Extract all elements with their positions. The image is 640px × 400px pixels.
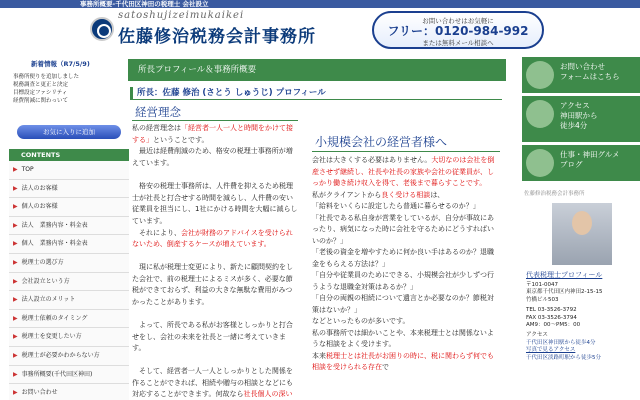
- bullet-icon: ▶: [13, 240, 18, 248]
- news-title: 新着情報（R7/5/9): [31, 60, 90, 68]
- address-block: [522, 282, 640, 362]
- right-sidebar: [522, 57, 640, 400]
- bullet-icon: ▶: [13, 184, 18, 192]
- director-photo: [552, 203, 612, 265]
- bullet-icon: ▶: [13, 296, 18, 304]
- bullet-icon: ▶: [13, 333, 18, 341]
- bullet-icon: ▶: [13, 351, 18, 359]
- addr-line: FAX 03-3526-3794: [526, 314, 577, 321]
- page-band-title: 所長プロフィール＆事務所概要: [128, 59, 506, 81]
- bullet-icon: ▶: [13, 277, 18, 285]
- contact-line3: または無料メール相談へ: [422, 39, 494, 47]
- contents-header: CONTENTS: [9, 149, 129, 161]
- question: 「社長である私自身が営業をしているが、自分が事故にあったり、病気になった時に会社を守るためにどうすればいいのか？」: [312, 213, 494, 245]
- profile-link[interactable]: 代表税理士プロフィール: [526, 271, 603, 279]
- nav-item-incorporation[interactable]: [9, 273, 129, 292]
- news-item[interactable]: 経費削減に関わっいて: [13, 98, 68, 104]
- bullet-icon: ▶: [13, 258, 18, 266]
- bullet-icon: ▶: [13, 314, 18, 322]
- paragraph: 私がクライアントから良く受ける相談は、: [312, 190, 445, 199]
- addr-line: TEL 03-3526-3792: [526, 307, 577, 314]
- box-label: お問い合わせ フォームはこちら: [560, 62, 620, 81]
- paragraph: そして、経営者一人一人としっかりとした関係を作ることができれば、相続や贈与の相談となどにも対応することができます。何故なら社長個人の深い: [132, 366, 293, 399]
- paragraph: それにより、会社が財務のアドバイスを受けられないため、倒産するケースが増えています。: [132, 228, 293, 249]
- nav-label: TOP: [21, 166, 34, 173]
- addr-line[interactable]: 千代田区淡路町駅から徒歩5分: [526, 354, 602, 361]
- news-item[interactable]: 目標設定ファシリティ: [13, 90, 68, 96]
- food-icon: [526, 149, 554, 177]
- blog-box[interactable]: [522, 145, 640, 181]
- addr-line[interactable]: 千代田区神田駅から徒歩4分: [526, 339, 596, 346]
- nav-label: 個人 業務内容・料金表: [21, 240, 88, 248]
- contact-form-box[interactable]: [522, 57, 640, 93]
- contact-line1: お問い合わせはお気軽に: [422, 17, 494, 25]
- bullet-icon: ▶: [13, 166, 18, 173]
- office-label: 佐藤修治税務会計事務所: [524, 191, 585, 197]
- nav-label: 税理士依頼のタイミング: [21, 314, 88, 322]
- paragraph: 会社は大きくする必要はありません。大切なのは会社を倒産させず継続し、社長や社長の家族や会社の従業員が、しっかり働き続け収入を得て、老後まで暮らすことです。: [312, 156, 495, 187]
- bullet-icon: ▶: [13, 203, 18, 211]
- nav-label: 法人 業務内容・料金表: [21, 221, 88, 229]
- question: 「自分の両親の相続について遺言とか必要なのか？節税対策はないか？」: [312, 294, 494, 314]
- header: [0, 0, 640, 56]
- nav-label: 税理士を変更したい方: [21, 333, 82, 341]
- news-item[interactable]: 事務所便りを追加しました: [13, 74, 80, 80]
- nav-label: 個人のお客様: [21, 203, 58, 211]
- nav-label: お問い合わせ: [21, 389, 58, 397]
- nav-item-needed[interactable]: [9, 347, 129, 366]
- small-business-heading: 小規模会社の経営者様へ: [312, 133, 500, 152]
- addr-line[interactable]: 写真で見るアクセス: [526, 347, 576, 354]
- nav-item-individual[interactable]: [9, 198, 129, 217]
- question: 「老後の資金を増やすために何か良い手はあるのか？退職金をもらえる方法は？」: [312, 248, 494, 268]
- paragraph: 格安の税理士事務所は、人件費を抑えるため税理士が社長と打合せする時間を減らし、人件費の安い従業員を担当にし、1社にかける時間を大幅に減らしています。: [132, 181, 298, 225]
- box-label: アクセス 神田駅から 徒歩4分: [560, 101, 598, 130]
- question: 「自分や従業員のためにできる、小規模会社が少しずつ行うような退職金対策はあるか？」: [312, 271, 494, 291]
- paragraph: 現に私が税理士変更により、新たに顧問契約をした会社で、前の税理士によるミスが多く、必要な節税ができておらず、利益の大きな無駄な費用がみつかったことがあります。: [132, 263, 293, 307]
- nav-label: 法人設立のメリット: [21, 296, 76, 304]
- bullet-icon: ▶: [13, 370, 18, 378]
- paragraph: よって、所長である私がお客様としっかりと打合せをし、会社の未来を社長と一緒に考えていきます。: [132, 320, 293, 353]
- bullet-icon: ▶: [13, 221, 18, 229]
- left-column: [132, 104, 298, 400]
- house-icon: [526, 61, 554, 89]
- addr-line: 竹橋ビル503: [526, 296, 559, 303]
- firm-romaji: satoshujizeimukaikei: [118, 10, 245, 21]
- firm-logo-icon[interactable]: [90, 17, 114, 41]
- firm-name[interactable]: 佐藤修治税務会計事務所: [118, 27, 316, 47]
- nav-label: 会社設立という方: [21, 277, 70, 285]
- nav-item-contact[interactable]: [9, 384, 129, 400]
- nav-label: 事務所概要(千代田区神田): [21, 370, 93, 378]
- nav-label: 法人のお客様: [21, 184, 58, 192]
- contact-banner[interactable]: [372, 11, 544, 49]
- addr-line: AM9：00～PM5：00: [526, 322, 581, 329]
- main-content: [128, 57, 506, 400]
- access-box[interactable]: [522, 96, 640, 142]
- paragraph: 私の事務所では細かいことや、本来税理士とは関係ないような相談をよく受けます。: [312, 328, 494, 348]
- paragraph: 本来税理士とは社長がお困りの時に、税に関わらず何でも相談を受けられる存在で: [312, 351, 494, 371]
- addr-line: 東京都千代田区内神田2-15-15: [526, 289, 603, 296]
- nav-item-merits[interactable]: [9, 291, 129, 310]
- news-list: [9, 71, 129, 123]
- addr-line: 〒101-0047: [526, 282, 558, 288]
- nav-item-choosing[interactable]: [9, 254, 129, 273]
- paragraph: 最近は経費削減のため、格安の税理士事務所が増えています。: [132, 147, 293, 168]
- map-icon: [526, 100, 554, 128]
- top-bar-text: 事務所概要-千代田区神田の税理士 会社設立: [0, 0, 640, 8]
- nav-item-office[interactable]: [9, 366, 129, 385]
- right-column: [312, 133, 500, 374]
- news-item[interactable]: 税務調査と更正と決定: [13, 82, 69, 88]
- nav-label: 税理士の選び方: [21, 258, 64, 266]
- add-favorite-button[interactable]: お気に入りに追加: [17, 125, 121, 139]
- box-label: 仕事・神田グルメ ブログ: [560, 150, 620, 169]
- nav-item-change[interactable]: [9, 328, 129, 347]
- philosophy-heading: 経営理念: [132, 104, 298, 121]
- nav-item-corporate[interactable]: [9, 180, 129, 199]
- paragraph: などといったものが多いです。: [312, 317, 410, 325]
- nav-item-timing[interactable]: [9, 310, 129, 329]
- nav-item-corporate-fees[interactable]: [9, 217, 129, 236]
- contact-phone: フリー：0120-984-992: [387, 24, 529, 38]
- profile-title: 所長：佐藤 修治 (さとう しゅうじ) プロフィール: [130, 87, 502, 100]
- addr-line: アクセス: [526, 332, 548, 339]
- nav-label: 税理士が必要かわからない方: [21, 351, 100, 359]
- sidebar: [9, 57, 129, 400]
- nav-item-top[interactable]: [9, 161, 129, 180]
- nav-item-individual-fees[interactable]: [9, 235, 129, 254]
- question: 「給料をいくらに設定したら普通に暮らせるのか？」: [312, 202, 480, 210]
- paragraph: 私の経営理念は「経営者一人一人と時間をかけて接する」ということです。: [132, 124, 293, 144]
- bullet-icon: ▶: [13, 389, 18, 397]
